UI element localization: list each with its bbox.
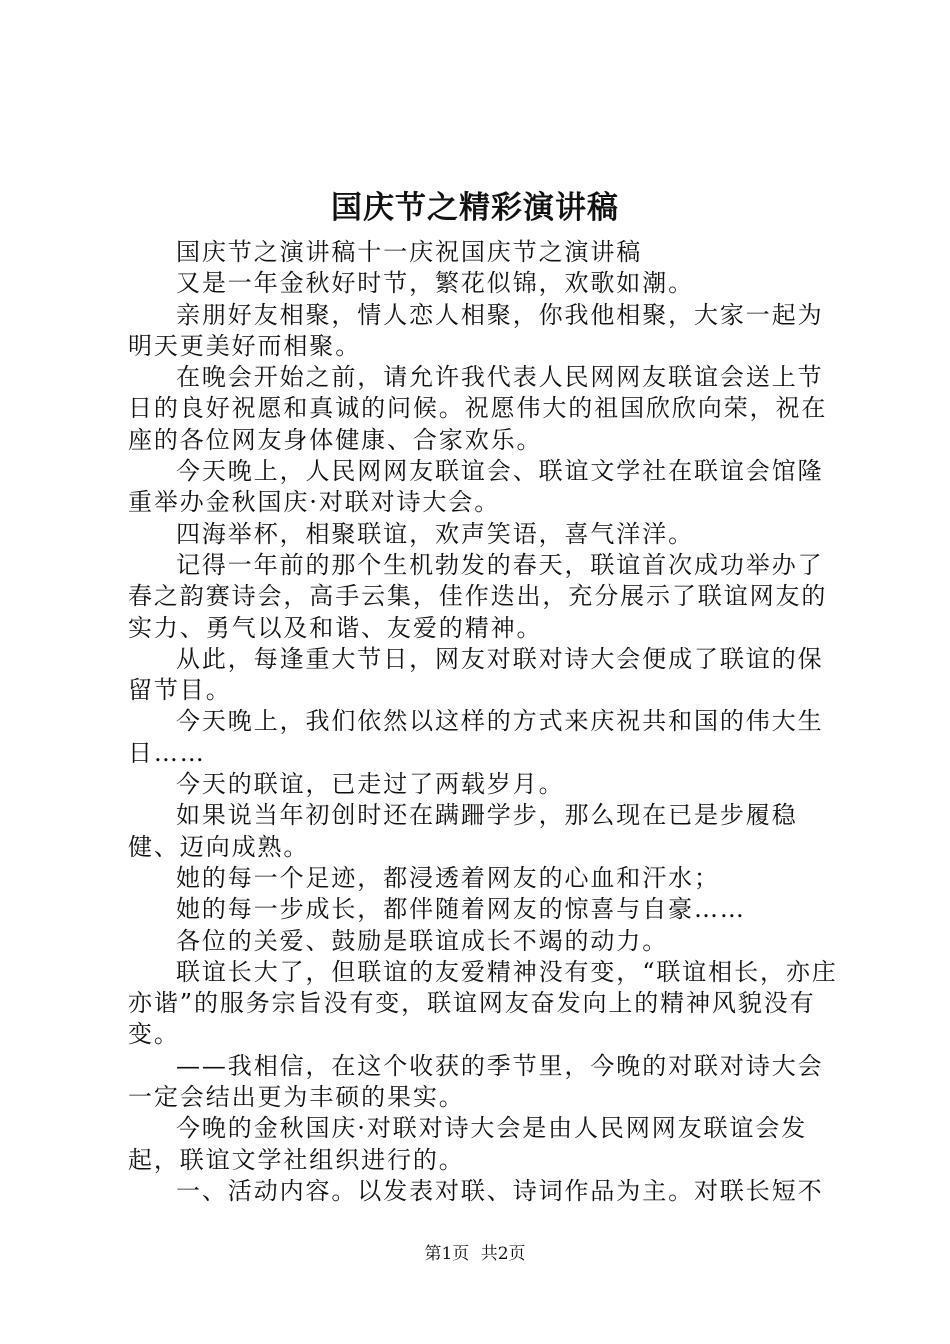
document-body <box>128 237 840 1207</box>
paragraph: 今天的联谊，已走过了两载岁月。 <box>176 770 565 799</box>
paragraph: 记得一年前的那个生机勃发的春天，联谊首次成功举办了春之韵赛诗会，高手云集，佳作迭出，充分展示了联谊网友的实力、勇气以及和谐、友爱的精神。 <box>128 550 828 642</box>
paragraph: 联谊长大了，但联谊的友爱精神没有变，“联谊相长，亦庄亦谐”的服务宗旨没有变，联谊网友奋发向上的精神风貌没有变。 <box>128 957 838 1049</box>
paragraph: 她的每一个足迹，都浸透着网友的心血和汗水； <box>176 863 720 892</box>
paragraph: 她的每一步成长，都伴随着网友的惊喜与自豪…… <box>176 895 746 924</box>
paragraph: ——我相信，在这个收获的季节里，今晚的对联对诗大会一定会结出更为丰硕的果实。 <box>128 1051 824 1112</box>
paragraph: 今晚的金秋国庆·对联对诗大会是由人民网网友联谊会发起，联谊文学社组织进行的。 <box>128 1114 808 1174</box>
paragraph: 今天晚上，人民网网友联谊会、联谊文学社在联谊会馆隆重举办金秋国庆·对联对诗大会。 <box>128 457 824 517</box>
paragraph: 国庆节之演讲稿十一庆祝国庆节之演讲稿 <box>176 238 643 266</box>
paragraph: 如果说当年初创时还在蹒跚学步，那么现在已是步履稳健、迈向成熟。 <box>128 801 798 861</box>
paragraph: 从此，每逢重大节日，网友对联对诗大会便成了联谊的保留节目。 <box>128 644 824 705</box>
paragraph: 四海举杯，相聚联谊，欢声笑语，喜气洋洋。 <box>176 519 694 548</box>
paragraph: 在晚会开始之前，请允许我代表人民网网友联谊会送上节日的良好祝愿和真诚的问候。祝愿伟大的祖国欣欣向荣，祝在座的各位网友身体健康、合家欢乐。 <box>128 363 828 454</box>
paragraph: 又是一年金秋好时节，繁花似锦，欢歌如潮。 <box>176 269 694 298</box>
page-footer <box>0 1242 950 1266</box>
paragraph: 一、活动内容。以发表对联、诗词作品为主。对联长短不 <box>176 1176 824 1205</box>
page-number: 第1页 <box>424 1244 470 1264</box>
page-total: 共2页 <box>480 1244 526 1264</box>
paragraph: 亲朋好友相聚，情人恋人相聚，你我他相聚，大家一起为明天更美好而相聚。 <box>128 300 824 360</box>
paragraph: 各位的关爱、鼓励是联谊成长不竭的动力。 <box>176 926 669 955</box>
document-title: 国庆节之精彩演讲稿 <box>331 190 619 226</box>
paragraph: 今天晚上，我们依然以这样的方式来庆祝共和国的伟大生日…… <box>128 707 824 767</box>
